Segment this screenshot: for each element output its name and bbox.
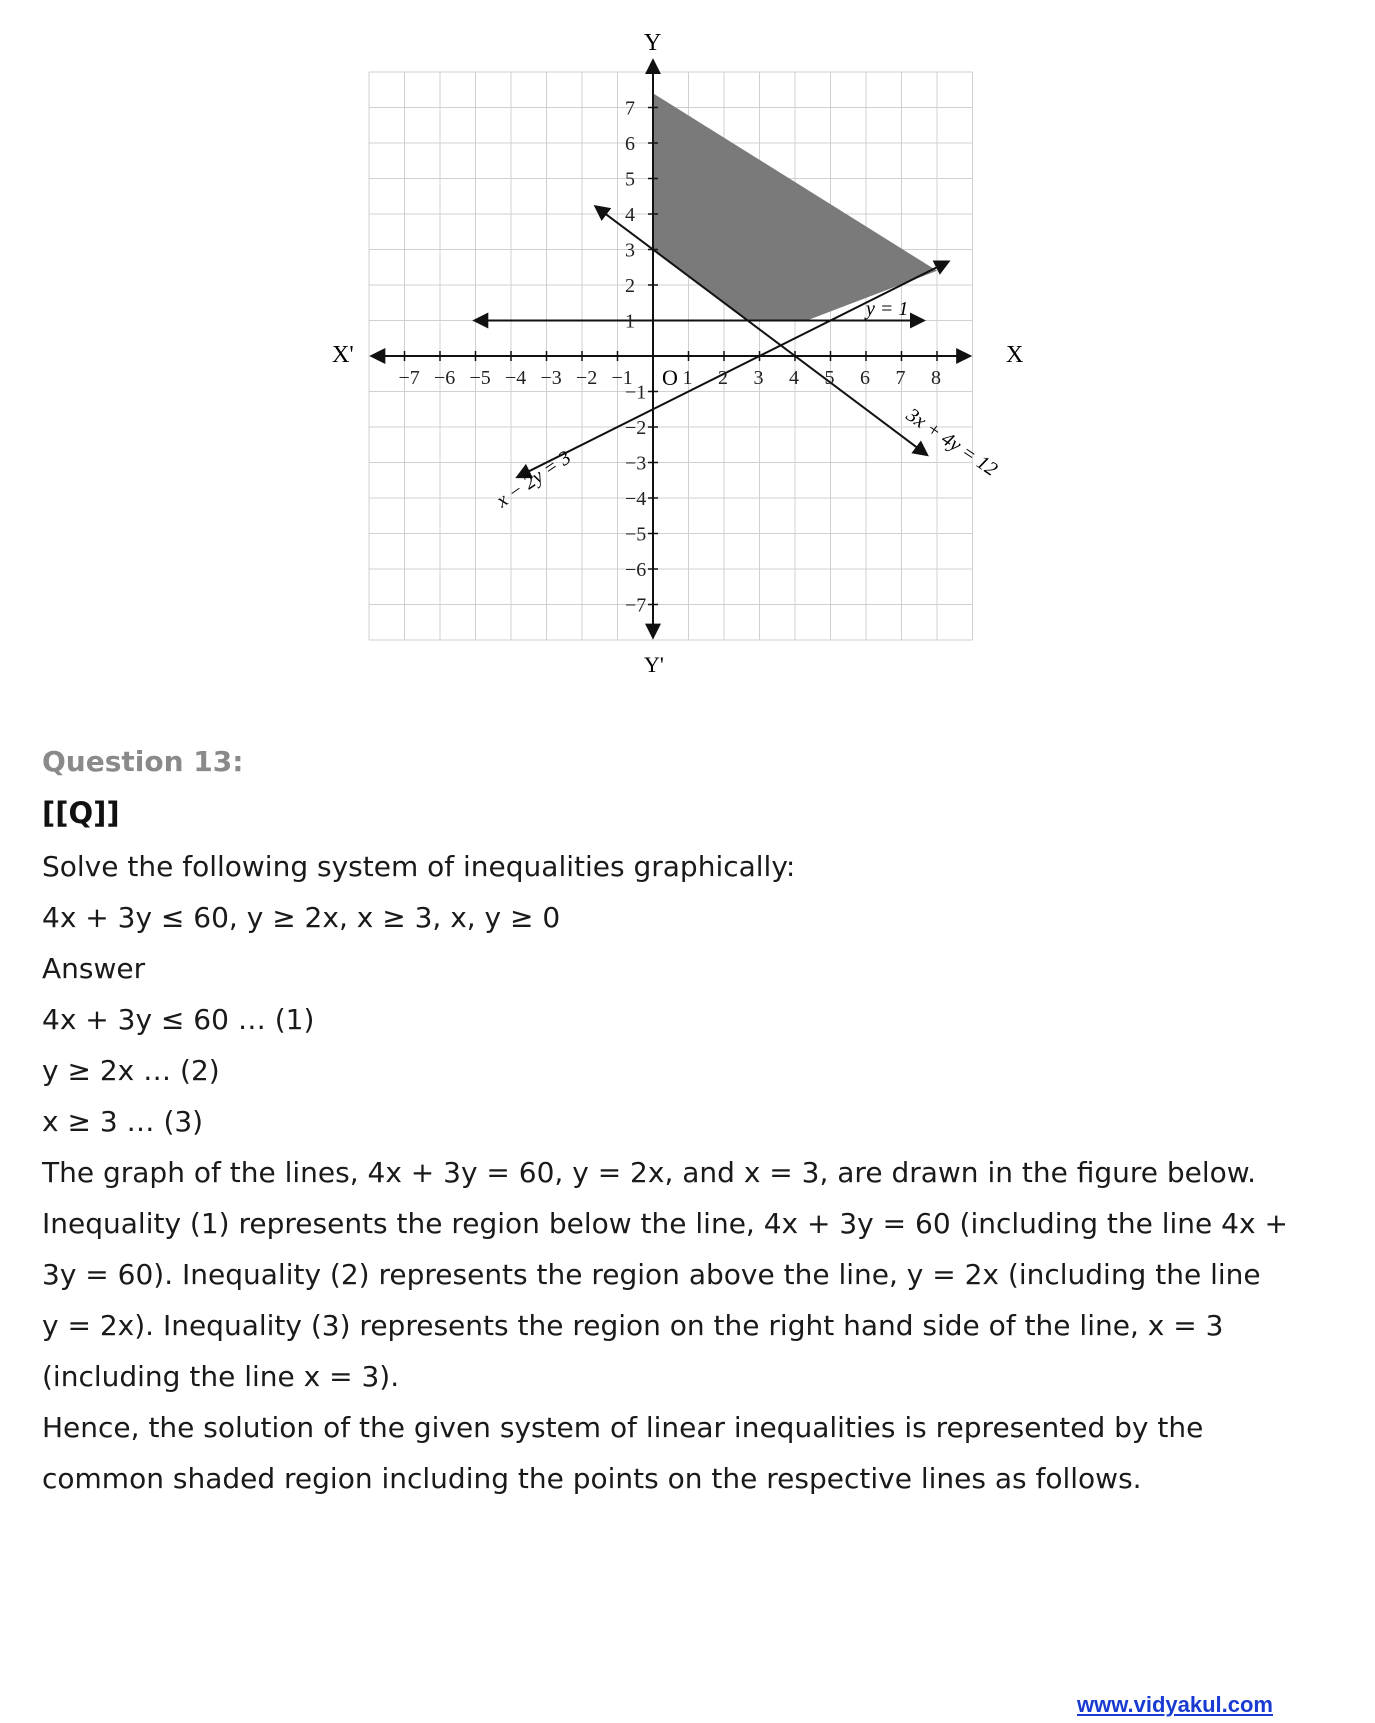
question-system: 4x + 3y ≤ 60, y ≥ 2x, x ≥ 3, x, y ≥ 0 xyxy=(42,901,561,934)
x-tick-label: 3 xyxy=(753,367,764,389)
inequality-graph xyxy=(0,0,1375,720)
inequality-1: 4x + 3y ≤ 60 … (1) xyxy=(42,1003,315,1036)
y-tick-label: 4 xyxy=(625,204,635,226)
answer-line-5: (including the line x = 3). xyxy=(42,1360,400,1393)
x-tick-label: 7 xyxy=(895,367,906,389)
inequality-3: x ≥ 3 … (3) xyxy=(42,1105,204,1138)
x-tick-label: −7 xyxy=(398,367,420,389)
x-tick-label: −2 xyxy=(576,367,598,389)
line-label-y1: y = 1 xyxy=(866,298,909,320)
x-tick-label: 5 xyxy=(824,367,835,389)
answer-heading: Answer xyxy=(42,952,146,985)
y-tick-label: −2 xyxy=(625,417,647,439)
y-neg-axis-label: Y' xyxy=(644,652,664,677)
y-tick-label: 2 xyxy=(625,275,635,297)
line-label-x2y: x − 2y = 3 xyxy=(492,446,576,513)
question-prompt: Solve the following system of inequalities graphically: xyxy=(42,850,796,883)
answer-line-3: 3y = 60). Inequality (2) represents the region above the line, y = 2x (including the line xyxy=(42,1258,1261,1291)
footer-link[interactable]: www.vidyakul.com xyxy=(1076,1692,1273,1717)
y-tick-label: −1 xyxy=(625,381,647,404)
question-marker: [[Q]] xyxy=(42,796,120,830)
x-neg-axis-label: X' xyxy=(332,342,354,368)
y-tick-label: 7 xyxy=(625,97,635,120)
x-tick-label: −6 xyxy=(434,367,456,389)
y-tick-label: −5 xyxy=(625,523,647,546)
x-tick-label: 2 xyxy=(718,367,728,389)
x-tick-label: −5 xyxy=(469,367,491,389)
origin-label: O xyxy=(662,365,678,390)
answer-line-6: Hence, the solution of the given system of linear inequalities is represented by the xyxy=(42,1411,1204,1444)
y-tick-label: 1 xyxy=(625,310,635,333)
y-tick-label: 3 xyxy=(625,239,635,262)
y-tick-label: −3 xyxy=(625,452,647,475)
y-tick-label: −7 xyxy=(625,594,647,617)
x-axis-label: X xyxy=(1006,342,1024,368)
y-tick-label: −4 xyxy=(625,488,647,510)
x-tick-label: −1 xyxy=(611,367,633,389)
answer-line-7: common shaded region including the points on the respective lines as follows. xyxy=(42,1462,1142,1495)
x-tick-label: 6 xyxy=(860,367,870,389)
inequality-2: y ≥ 2x … (2) xyxy=(42,1054,220,1087)
answer-line-4: y = 2x). Inequality (3) represents the region on the right hand side of the line, x = 3 xyxy=(42,1309,1224,1342)
answer-line-2: Inequality (1) represents the region below the line, 4x + 3y = 60 (including the line 4x + xyxy=(42,1207,1288,1240)
x-tick-label: −3 xyxy=(540,367,562,389)
x-tick-label: 1 xyxy=(682,367,693,389)
y-tick-label: 6 xyxy=(625,133,635,155)
question-title: Question 13: xyxy=(42,745,244,778)
x-tick-label: 4 xyxy=(789,367,799,389)
y-tick-label: −6 xyxy=(625,559,647,581)
line-label-3x4y: 3x + 4y = 12 xyxy=(902,403,1002,481)
y-tick-label: 5 xyxy=(625,168,635,191)
y-axis-label: Y xyxy=(644,30,662,56)
x-tick-label: −4 xyxy=(505,367,527,389)
x-tick-label: 8 xyxy=(931,367,941,389)
answer-line-1: The graph of the lines, 4x + 3y = 60, y = 2x, and x = 3, are drawn in the figure below. xyxy=(42,1156,1257,1189)
